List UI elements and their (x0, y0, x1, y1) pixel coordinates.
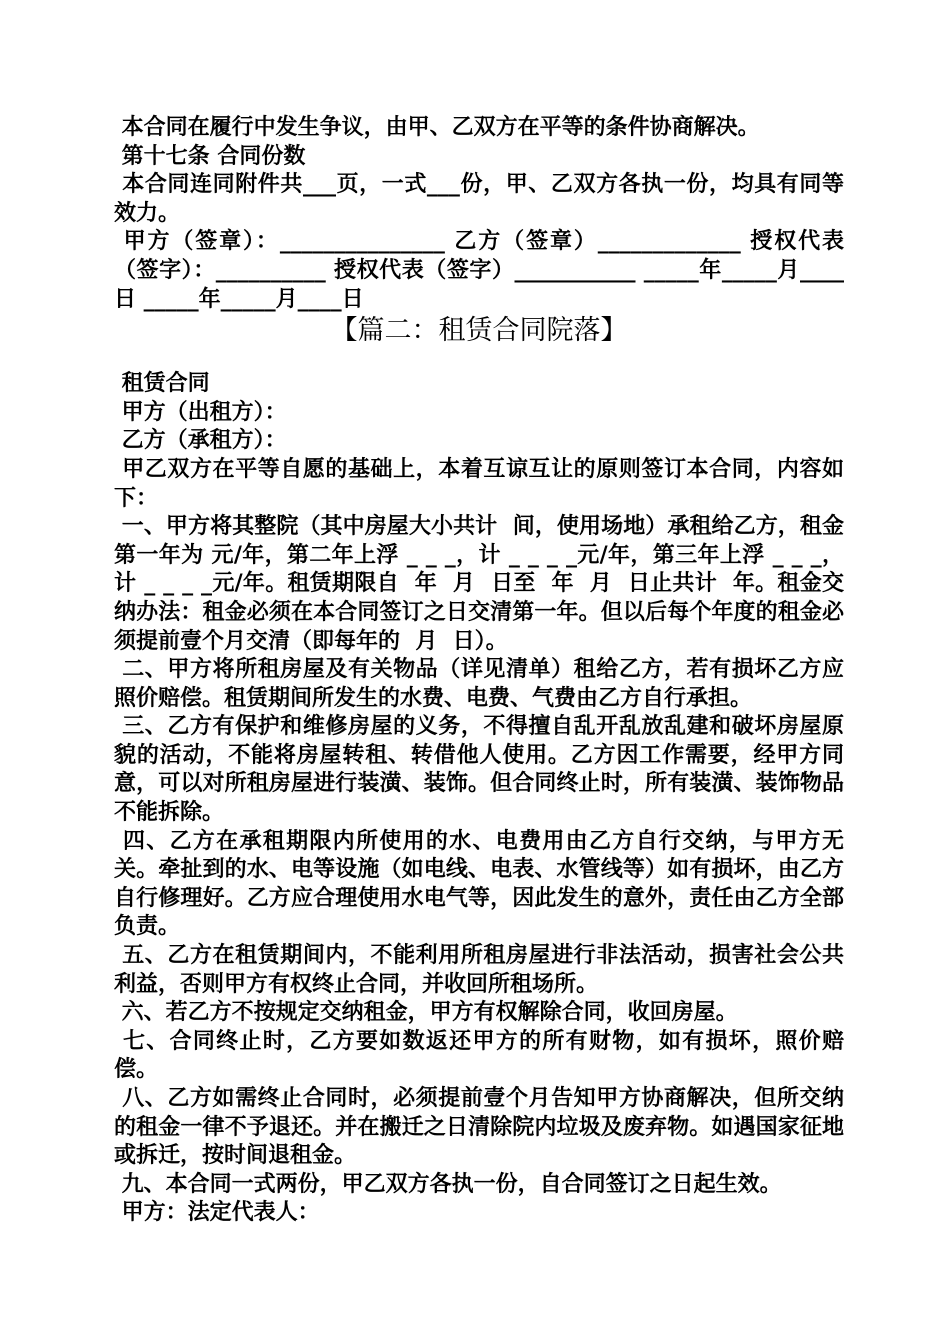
clause-4: 四、乙方在承租期限内所使用的水、电费用由乙方自行交纳，与甲方无关。牵扯到的水、电等设施（如电线、电表、水管线等）如有损坏，由乙方自行修理好。乙方应合理使用水电气等，因此发生的意外，责任由乙方全部负责。 (114, 828, 844, 940)
clause-1: 一、甲方将其整院（其中房屋大小共计 间，使用场地）承租给乙方，租金第一年为 元/年，第二年上浮 _ _ _，计 _ _ _ _元/年，第三年上浮 _ _ _，计 _ _ _ _元/年。租赁期限自 年 月 日至 年 月 日止共计 年。租金交纳办法：租金必须在本合同签订之日交清第一年。但以后每个年度的租金必须提前壹个月交清（即每年的 月 日）。 (114, 514, 844, 654)
clause-9: 九、本合同一式两份，甲乙双方各执一份，自合同签订之日起生效。 (114, 1171, 782, 1197)
party-a-line: 甲方（出租方）： (114, 399, 287, 425)
article-17-title: 第十七条 合同份数 (114, 143, 306, 169)
signature-block: 甲方（签章）：_______________ 乙方（签章）_____________ 授权代表（签字）：__________ 授权代表（签字）___________ _____年_____月____日 _____年_____月____日 (114, 229, 844, 312)
contract-title: 租赁合同 (114, 371, 210, 397)
preamble: 甲乙双方在平等自愿的基础上，本着互谅互让的原则签订本合同，内容如下： (114, 456, 844, 511)
party-b-line: 乙方（承租方）： (114, 428, 287, 454)
clause-5: 五、乙方在租赁期间内，不能利用所租房屋进行非法活动，损害社会公共利益，否则甲方有权终止合同，并收回所租场所。 (114, 943, 844, 997)
party-a-signature: 甲方：法定代表人： (114, 1200, 320, 1226)
dispute-clause: 本合同在履行中发生争议，由甲、乙双方在平等的条件协商解决。 (114, 115, 760, 140)
clause-2: 二、甲方将所租房屋及有关物品（详见清单）租给乙方，若有损坏乙方应照价赔偿。租赁期间所发生的水费、电费、气费由乙方自行承担。 (114, 657, 844, 711)
section-heading: 【篇二：租赁合同院落】 (330, 315, 628, 347)
clause-3: 三、乙方有保护和维修房屋的义务，不得擅自乱开乱放乱建和破坏房屋原貌的活动，不能将房屋转租、转借他人使用。乙方因工作需要，经甲方同意，可以对所租房屋进行装潢、装饰。但合同终止时，所有装潢、装饰物品不能拆除。 (114, 714, 844, 826)
copies-clause: 本合同连同附件共___页，一式___份，甲、乙双方各执一份，均具有同等 效力。 (114, 172, 852, 226)
clause-8: 八、乙方如需终止合同时，必须提前壹个月告知甲方协商解决，但所交纳的租金一律不予退还。并在搬迁之日清除院内垃圾及废弃物。如遇国家征地或拆迁，按时间退租金。 (114, 1086, 844, 1169)
clause-6: 六、若乙方不按规定交纳租金，甲方有权解除合同，收回房屋。 (114, 1000, 738, 1026)
document-page (114, 114, 852, 1228)
clause-7: 七、合同终止时，乙方要如数返还甲方的所有财物，如有损坏，照价赔偿。 (114, 1028, 844, 1083)
